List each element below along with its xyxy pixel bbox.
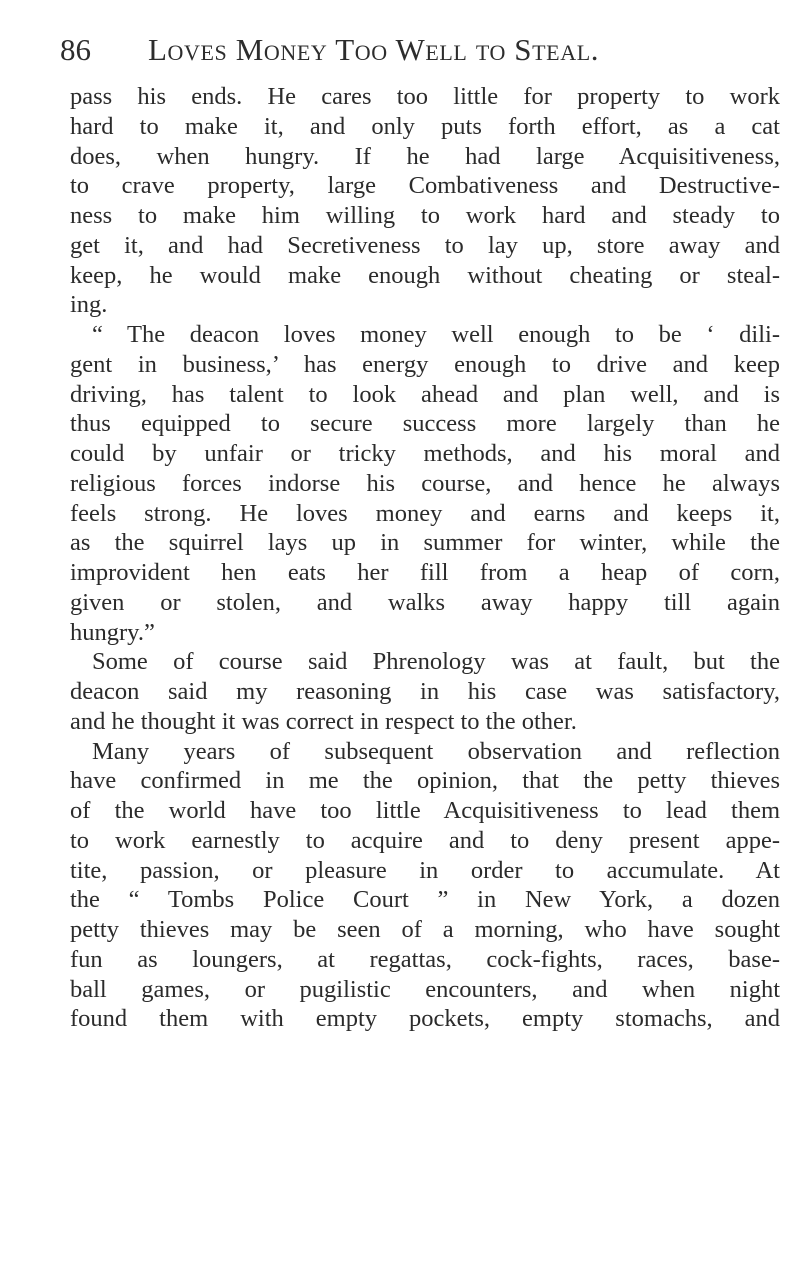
text-line: Many years of subsequent observation and reflection bbox=[92, 737, 780, 765]
text-line: ness to make him willing to work hard and steady to bbox=[70, 202, 780, 229]
text-line: found them with empty pockets, empty stomachs, and bbox=[70, 1005, 780, 1033]
body-text bbox=[70, 82, 780, 1034]
text-line: to work earnestly to acquire and to deny present appe- bbox=[70, 826, 780, 854]
text-line: given or stolen, and walks away happy till again bbox=[70, 588, 780, 616]
running-title: Loves Money Too Well to Steal. bbox=[148, 32, 600, 67]
text-line: as the squirrel lays up in summer for winter, while the bbox=[70, 529, 780, 557]
page-number: 86 bbox=[60, 32, 91, 67]
text-line: hungry.” bbox=[70, 618, 155, 646]
text-line: “ The deacon loves money well enough to be ‘ dili- bbox=[92, 321, 780, 348]
text-line: to crave property, large Combativeness and Destructive- bbox=[70, 172, 780, 200]
text-line: petty thieves may be seen of a morning, who have sought bbox=[70, 916, 780, 943]
text-line: thus equipped to secure success more largely than he bbox=[70, 410, 780, 438]
text-line: religious forces indorse his course, and hence he always bbox=[70, 469, 780, 497]
text-line: and he thought it was correct in respect to the other. bbox=[70, 707, 577, 735]
text-line: ball games, or pugilistic encounters, and when night bbox=[70, 975, 780, 1003]
text-line: have confirmed in me the opinion, that the petty thieves bbox=[70, 767, 780, 795]
text-line: driving, has talent to look ahead and plan well, and is bbox=[70, 380, 780, 408]
text-line: keep, he would make enough without cheating or steal- bbox=[70, 261, 780, 289]
text-line: the “ Tombs Police Court ” in New York, a dozen bbox=[70, 886, 780, 914]
text-line: tite, passion, or pleasure in order to accumulate. At bbox=[70, 856, 780, 884]
text-line: gent in business,’ has energy enough to drive and keep bbox=[70, 350, 780, 378]
text-line: Some of course said Phrenology was at fault, but the bbox=[92, 648, 780, 676]
text-line: feels strong. He loves money and earns and keeps it, bbox=[70, 499, 780, 527]
text-line: pass his ends. He cares too little for property to work bbox=[70, 83, 780, 110]
text-line: of the world have too little Acquisitiveness to lead them bbox=[70, 797, 780, 824]
text-line: fun as loungers, at regattas, cock-fights, races, base- bbox=[70, 945, 780, 973]
text-line: deacon said my reasoning in his case was satisfactory, bbox=[70, 678, 780, 705]
text-line: could by unfair or tricky methods, and his moral and bbox=[70, 440, 780, 467]
text-line: hard to make it, and only puts forth effort, as a cat bbox=[70, 112, 780, 140]
text-line: ing. bbox=[70, 291, 108, 319]
text-line: improvident hen eats her fill from a heap of corn, bbox=[70, 559, 780, 586]
text-line: get it, and had Secretiveness to lay up, store away and bbox=[70, 231, 780, 259]
text-line: does, when hungry. If he had large Acquisitiveness, bbox=[70, 142, 780, 170]
running-head bbox=[60, 30, 782, 70]
